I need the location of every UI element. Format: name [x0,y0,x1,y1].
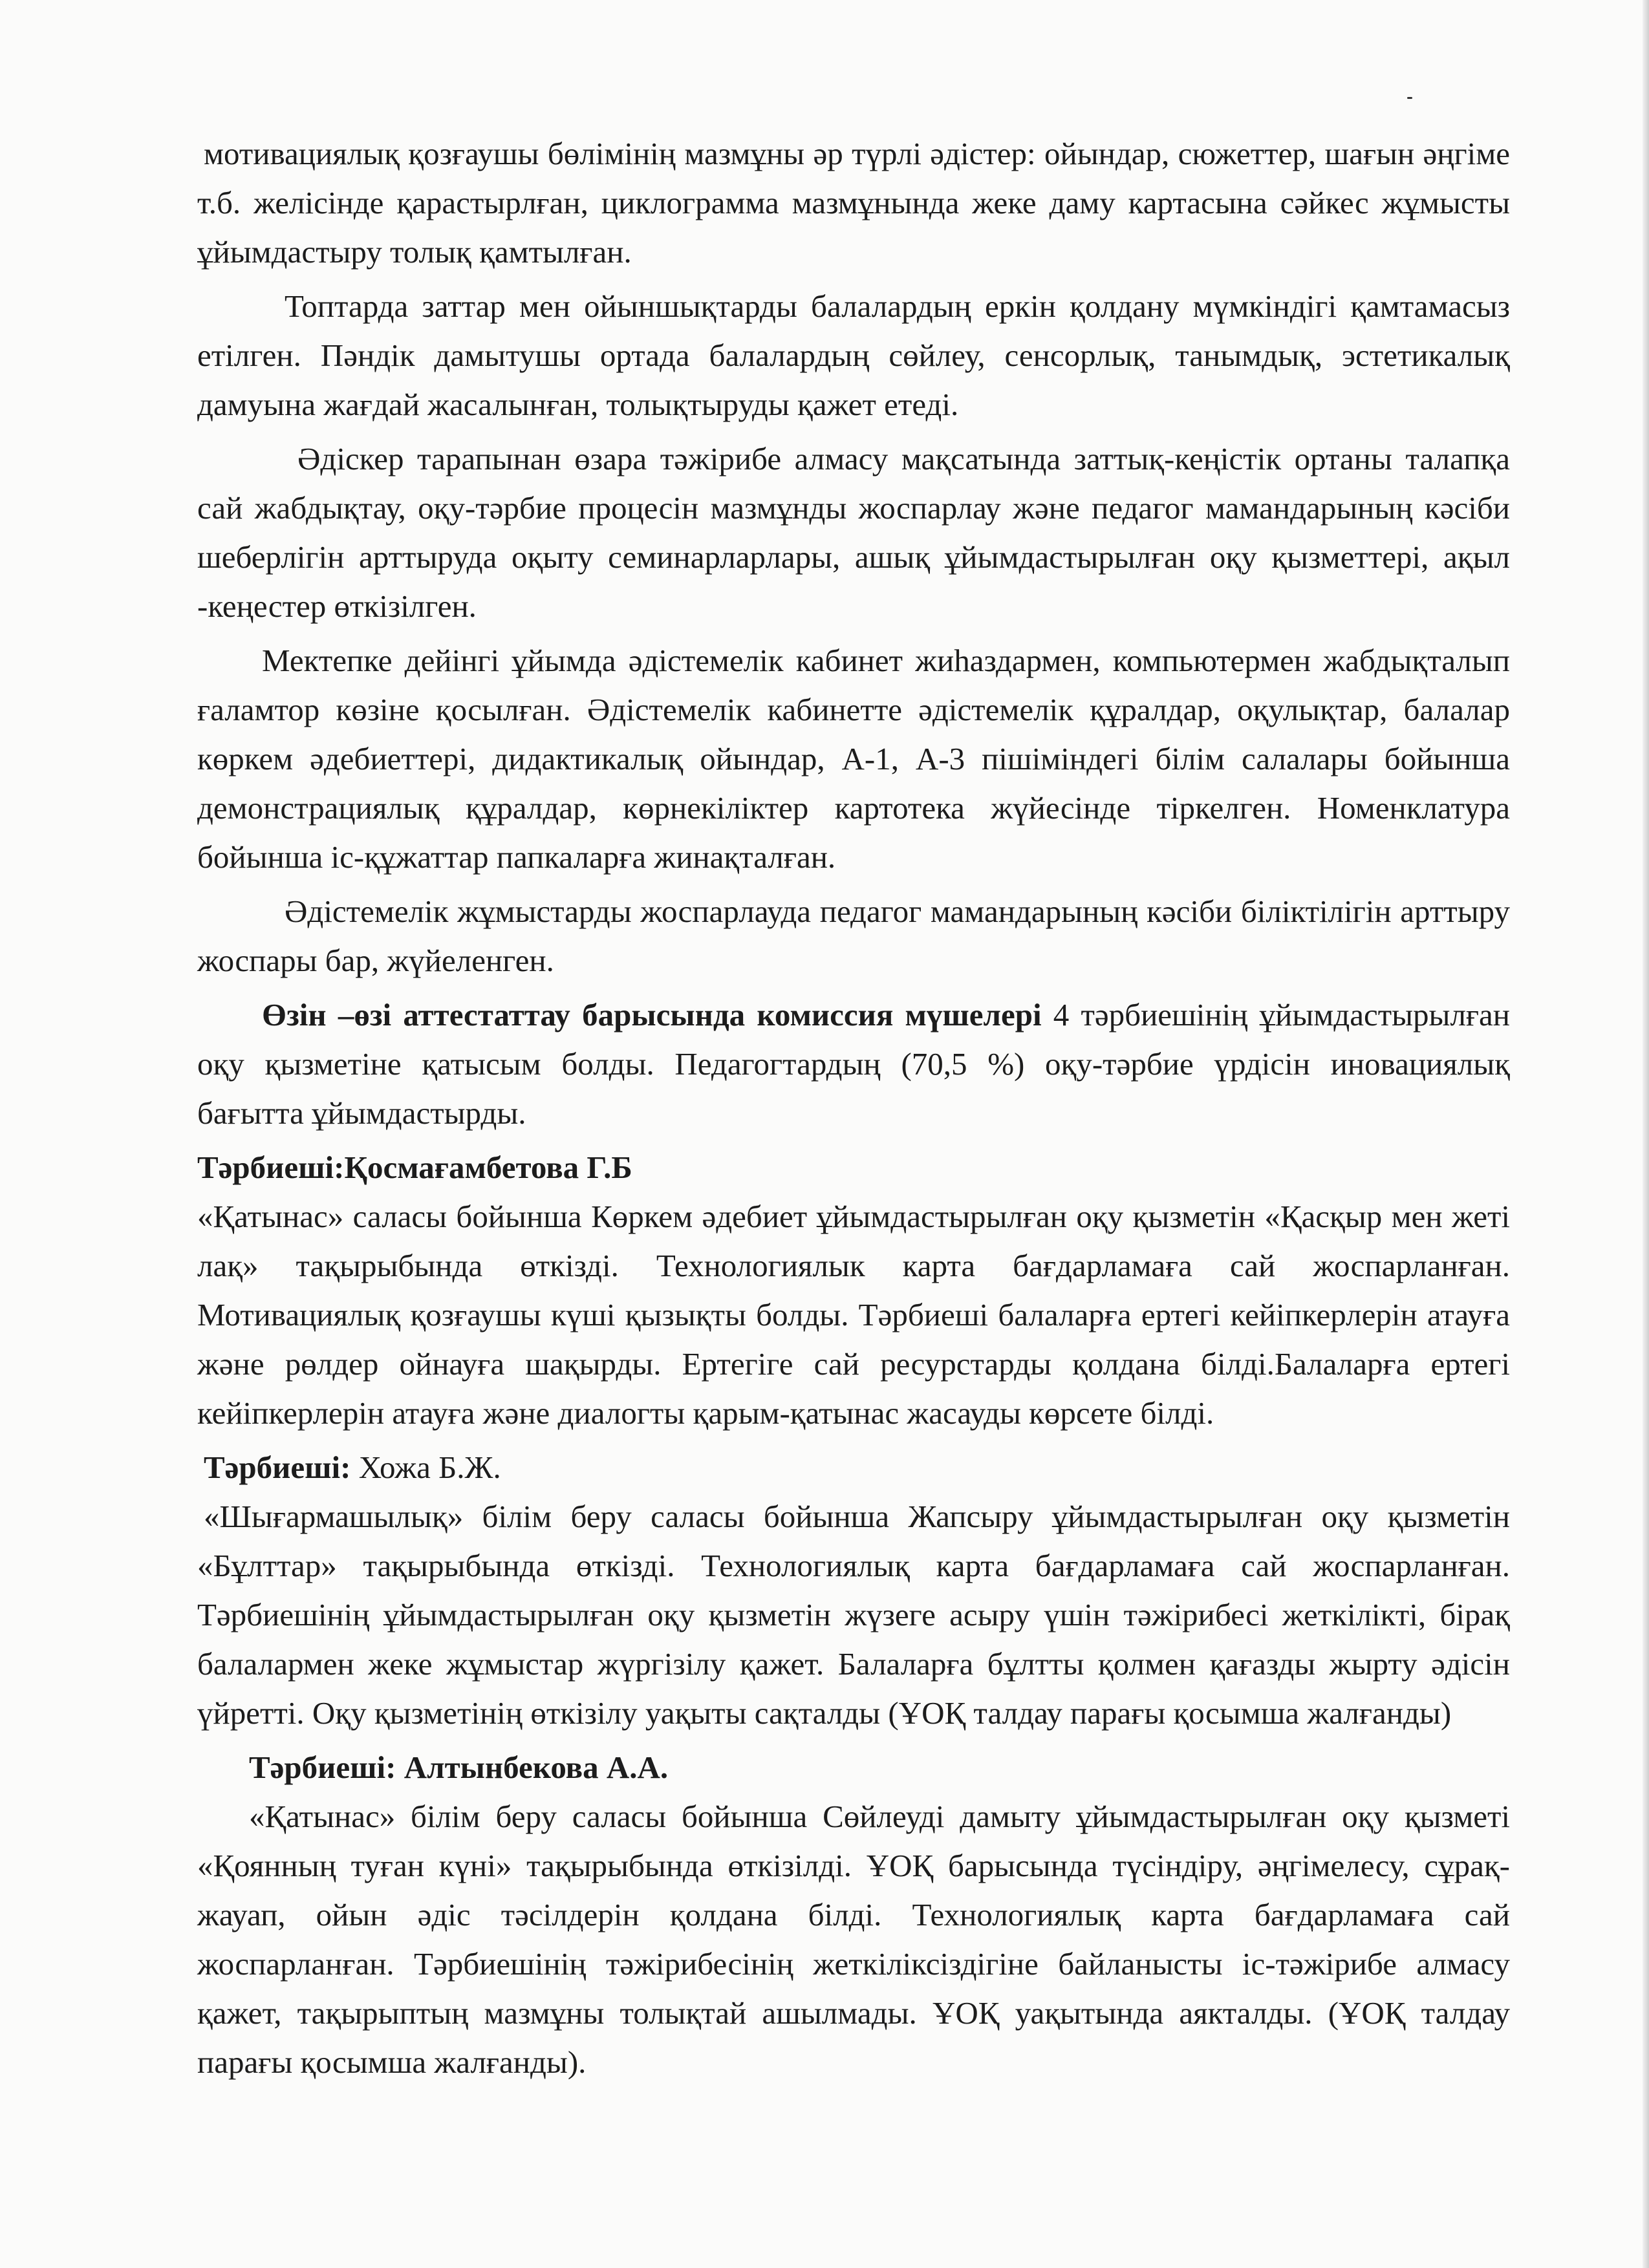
paragraph-groups: Топтарда заттар мен ойыншықтарды балалардың еркін қолдану мүмкіндігі қамтамасыз етілген. Пәндік дамытушы ортада балалардың сөйлеу, сенсорлық, танымдық, эстетикалық дамуына жағдай жасалынған, толықтыруды қажет етеді. [197,288,1510,422]
teacher1-heading [197,1143,1510,1192]
scan-speck [1407,97,1412,99]
teacher1-text: «Қатынас» саласы бойынша Көркем әдебиет ұйымдастырылған оқу қызметін «Қасқыр мен жеті лақ» тақырыбында өткізді. Технологиялык карта бағдарламаға сай жоспарланған. Мотивациялық қозғаушы күші қызықты болды. Тәрбиеші балаларға ертегі кейіпкерлерін атауға және рөлдер ойнауға шақырды. Ертегіге сай ресурстарды қолдана білді.Балаларға ертегі кейіпкерлерін атауға және диалогты қарым-қатынас жасауды көрсете білді. [197,1199,1510,1431]
teacher2-label: Тәрбиеші: [204,1450,351,1485]
teacher3-heading [197,1743,1510,1792]
attestation-text: 4 тәрбиешінің ұйымдастырылған оқу қызметіне қатысым болды. Педагогтардың (70,5 %) оқу-тәрбие үрдісін иновациялық бағытта ұйымдастырды. [197,997,1511,1131]
paragraph-cabinet: Мектепке дейінгі ұйымда әдістемелік кабинет жиһаздармен, компьютермен жабдықталып ғаламтор көзіне қосылған. Әдістемелік кабинетте әдістемелік құралдар, оқулықтар, балалар көркем әдебиеттері, дидактикалық ойындар, А-1, А-3 пішіміндегі білім салалары бойынша демонстрациялық құралдар, көрнекіліктер картотека жүйесінде тіркелген. Номенклатура бойынша іс-құжаттар папкаларға жинақталған. [197,643,1510,875]
document-body [197,129,1510,2087]
teacher2-name: Хожа Б.Ж. [350,1450,501,1485]
paragraph-planning: Әдістемелік жұмыстарды жоспарлауда педагог мамандарының кәсіби біліктілігін арттыру жоспары бар, жүйеленген. [197,893,1510,978]
paragraph-attestation [197,990,1510,1138]
teacher1-name: Тәрбиеші:Қосмағамбетова Г.Б [197,1150,632,1185]
page-edge-shadow [1643,0,1649,2268]
paragraph-methodist: Әдіскер тарапынан өзара тәжірибе алмасу мақсатында заттық-кеңістік ортаны талапқа сай жабдықтау, оқу-тәрбие процесін мазмұнды жоспарлау және педагог мамандарының кәсіби шеберлігін арттыруда оқыту семинарларлары, ашық ұйымдастырылған оқу қызметтері, ақыл -кеңестер өткізілген. [197,441,1510,624]
teacher3-name: Тәрбиеші: Алтынбекова А.А. [249,1749,669,1785]
teacher2-text: «Шығармашылық» білім беру саласы бойынша Жапсыру ұйымдастырылған оқу қызметін «Бұлттар» тақырыбында өткізді. Технологиялық карта бағдарламаға сай жоспарланған. Тәрбиешінің ұйымдастырылған оқу қызметін жүзеге асыру үшін тәжірибесі жеткілікті, бірақ балалармен жеке жұмыстар жүргізілу қажет. Балаларға бұлтты қолмен қағазды жырту әдісін үйретті. Оқу қызметінің өткізілу уақыты сақталды (ҰОҚ талдау парағы қосымша жалғанды) [197,1499,1510,1731]
paragraph-motivation: мотивациялық қозғаушы бөлімінің мазмұны әр түрлі әдістер: ойындар, сюжеттер, шағын әңгіме т.б. желісінде қарастырлған, циклограмма мазмұнында жеке даму картасына сәйкес жұмысты ұйымдастыру толық қамтылған. [197,136,1510,270]
teacher3-text: «Қатынас» білім беру саласы бойынша Сөйлеуді дамыту ұйымдастырылған оқу қызметі «Қоянның туған күні» тақырыбында өткізілді. ҰОҚ барысында түсіндіру, әңгімелесу, сұрақ-жауап, ойын әдіс тәсілдерін қолдана білді. Технологиялық карта бағдарламаға сай жоспарланған. Тәрбиешінің тәжірибесінің жеткіліксіздігіне байланысты іс-тәжірибе алмасу қажет, тақырыптың мазмұны толықтай ашылмады. ҰОҚ уақытында аякталды. (ҰОҚ талдау парағы қосымша жалғанды). [197,1799,1510,2080]
teacher2-heading [197,1443,1510,1492]
attestation-bold: Өзін –өзі аттестаттау барысында комиссия мүшелері [262,997,1042,1032]
